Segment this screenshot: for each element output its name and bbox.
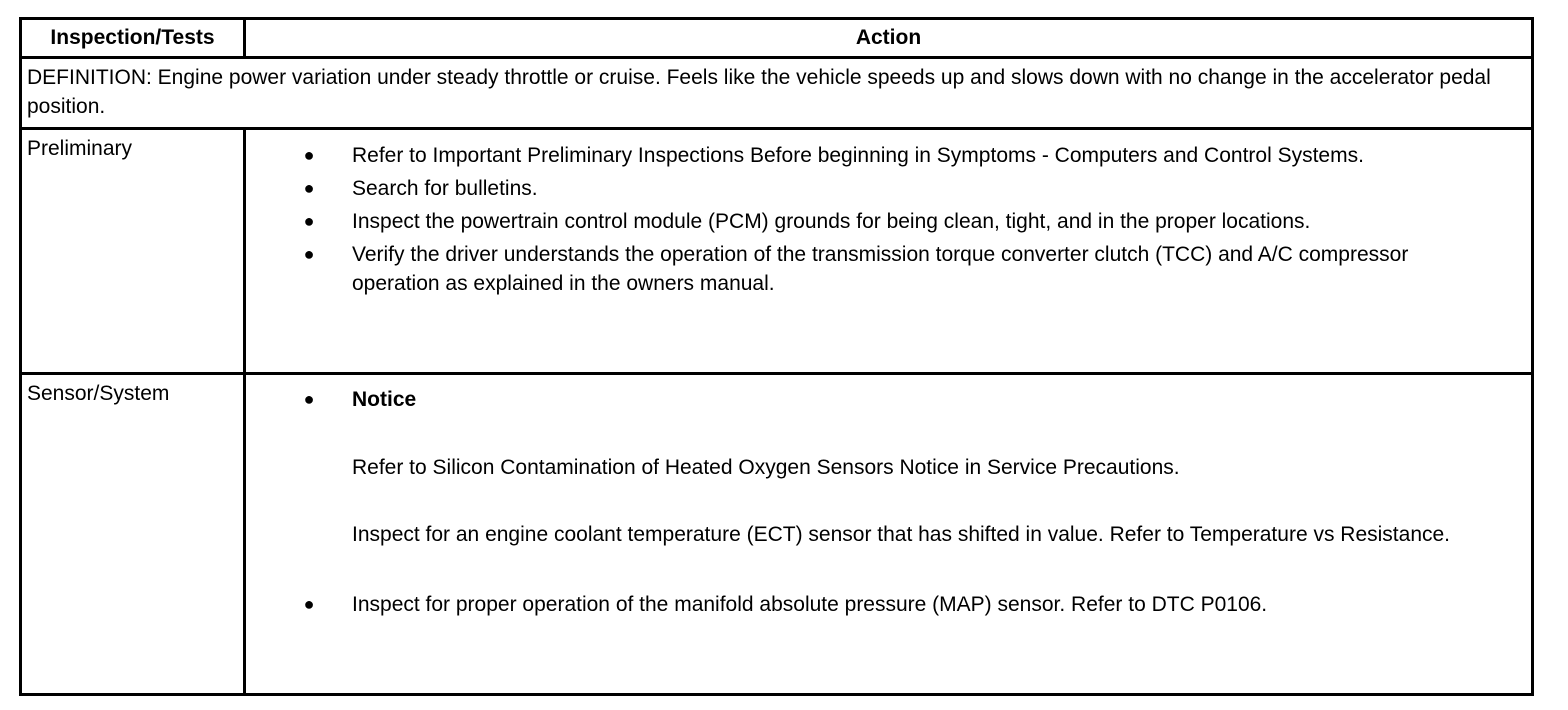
notice-followup-text: Inspect for an engine coolant temperature (ECT) sensor that has shifted in value. Refer to Temperature vs Resistance. — [352, 523, 1451, 546]
bullet-icon: ● — [303, 244, 315, 264]
notice-heading: Notice — [352, 388, 417, 411]
preliminary-list — [246, 130, 1531, 298]
sensor-system-list — [246, 375, 1531, 619]
list-item — [246, 207, 1531, 236]
bullet-icon: ● — [303, 178, 315, 198]
definition-row — [21, 58, 1533, 129]
definition-text: DEFINITION: Engine power variation under steady throttle or cruise. Feels like the vehicle speeds up and slows down with no change in the accelerator pedal position. — [21, 58, 1533, 129]
list-item — [246, 141, 1531, 170]
row-label-sensor-system: Sensor/System — [21, 374, 245, 695]
list-item-notice — [246, 385, 1531, 549]
notice-text: Refer to Silicon Contamination of Heated Oxygen Sensors Notice in Service Precautions. — [352, 456, 1180, 479]
table-row-sensor-system — [21, 374, 1533, 695]
list-item — [246, 240, 1531, 298]
list-item-text: Refer to Important Preliminary Inspections Before beginning in Symptoms - Computers and Control Systems. — [352, 144, 1364, 167]
list-item-text: Inspect the powertrain control module (PCM) grounds for being clean, tight, and in the proper locations. — [352, 210, 1311, 233]
table-row-preliminary — [21, 129, 1533, 374]
row-label-preliminary: Preliminary — [21, 129, 245, 374]
header-inspection-tests: Inspection/Tests — [21, 19, 245, 58]
action-cell-sensor-system — [245, 374, 1533, 695]
header-action: Action — [245, 19, 1533, 58]
list-item — [246, 174, 1531, 203]
list-item-text: Search for bulletins. — [352, 177, 538, 200]
bullet-icon: ● — [303, 211, 315, 231]
bullet-icon: ● — [303, 594, 315, 614]
bullet-icon: ● — [303, 145, 315, 165]
list-item-text: Inspect for proper operation of the manifold absolute pressure (MAP) sensor. Refer to DTC P0106. — [352, 593, 1268, 616]
bullet-icon: ● — [303, 389, 315, 409]
list-item — [246, 590, 1531, 619]
header-row — [21, 19, 1533, 58]
diagnostic-table — [19, 17, 1534, 696]
action-cell-preliminary — [245, 129, 1533, 374]
list-item-text: Verify the driver understands the operation of the transmission torque converter clutch (TCC) and A/C compressor operation as explained in the owners manual. — [352, 243, 1409, 295]
